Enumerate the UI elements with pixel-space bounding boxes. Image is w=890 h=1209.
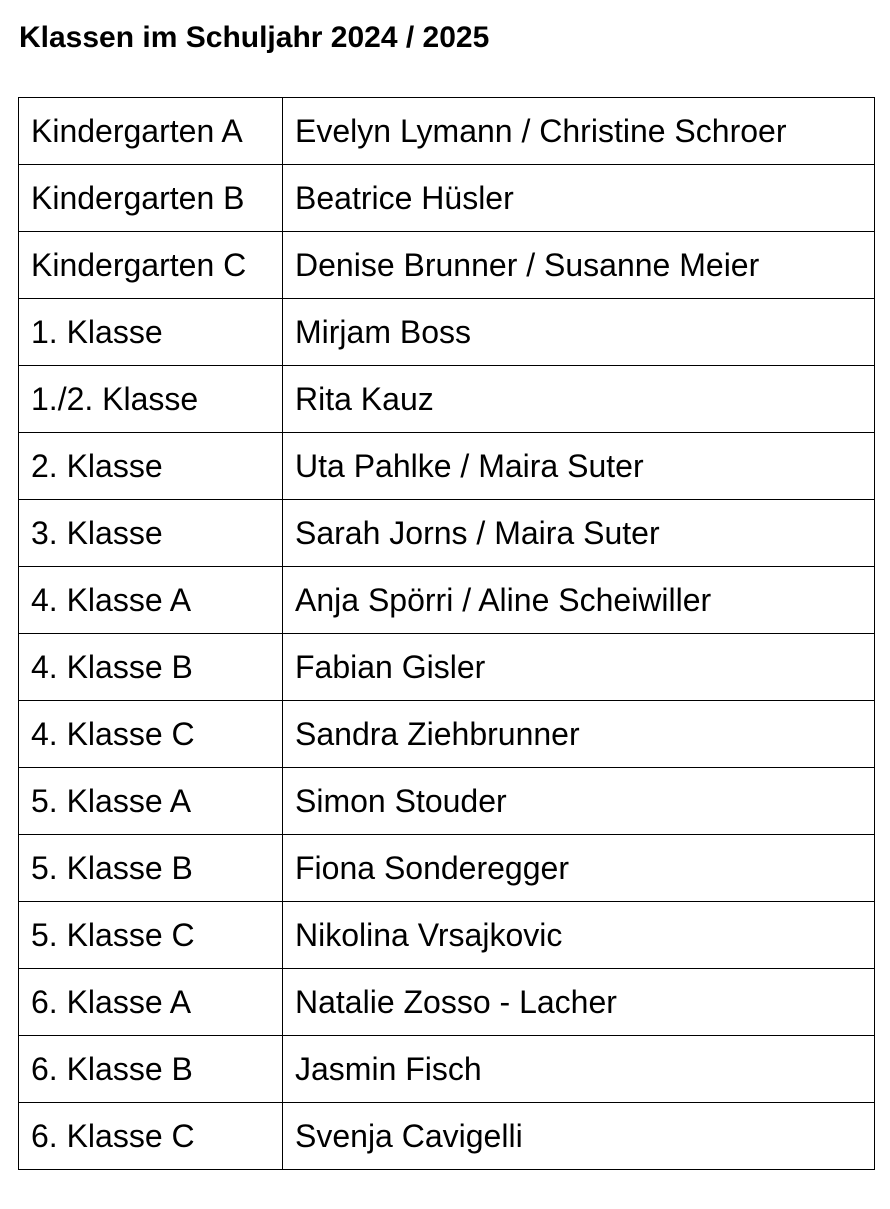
table-row: [19, 98, 875, 165]
class-name-cell: 5. Klasse B: [19, 835, 283, 902]
class-name-cell: Kindergarten B: [19, 165, 283, 232]
class-table: [18, 97, 875, 1170]
teacher-name-cell: Sarah Jorns / Maira Suter: [283, 500, 875, 567]
class-name-cell: Kindergarten C: [19, 232, 283, 299]
teacher-name-cell: Uta Pahlke / Maira Suter: [283, 433, 875, 500]
table-row: [19, 701, 875, 768]
class-name-cell: 6. Klasse C: [19, 1103, 283, 1170]
table-row: [19, 1036, 875, 1103]
class-name-cell: 3. Klasse: [19, 500, 283, 567]
table-row: [19, 165, 875, 232]
teacher-name-cell: Beatrice Hüsler: [283, 165, 875, 232]
table-row: [19, 232, 875, 299]
teacher-name-cell: Nikolina Vrsajkovic: [283, 902, 875, 969]
teacher-name-cell: Rita Kauz: [283, 366, 875, 433]
class-name-cell: 5. Klasse A: [19, 768, 283, 835]
teacher-name-cell: Natalie Zosso - Lacher: [283, 969, 875, 1036]
class-name-cell: 1. Klasse: [19, 299, 283, 366]
teacher-name-cell: Jasmin Fisch: [283, 1036, 875, 1103]
class-name-cell: 5. Klasse C: [19, 902, 283, 969]
table-row: [19, 1103, 875, 1170]
teacher-name-cell: Sandra Ziehbrunner: [283, 701, 875, 768]
class-name-cell: 4. Klasse B: [19, 634, 283, 701]
class-name-cell: 6. Klasse B: [19, 1036, 283, 1103]
teacher-name-cell: Simon Stouder: [283, 768, 875, 835]
class-name-cell: 2. Klasse: [19, 433, 283, 500]
table-row: [19, 433, 875, 500]
class-name-cell: 4. Klasse C: [19, 701, 283, 768]
class-name-cell: 1./2. Klasse: [19, 366, 283, 433]
table-row: [19, 969, 875, 1036]
table-row: [19, 567, 875, 634]
teacher-name-cell: Denise Brunner / Susanne Meier: [283, 232, 875, 299]
table-row: [19, 634, 875, 701]
class-table-body: [19, 98, 875, 1170]
class-name-cell: 4. Klasse A: [19, 567, 283, 634]
table-row: [19, 299, 875, 366]
page-title: Klassen im Schuljahr 2024 / 2025: [19, 21, 490, 54]
table-row: [19, 366, 875, 433]
class-name-cell: Kindergarten A: [19, 98, 283, 165]
table-row: [19, 500, 875, 567]
table-row: [19, 835, 875, 902]
table-row: [19, 768, 875, 835]
teacher-name-cell: Evelyn Lymann / Christine Schroer: [283, 98, 875, 165]
teacher-name-cell: Fiona Sonderegger: [283, 835, 875, 902]
table-row: [19, 902, 875, 969]
teacher-name-cell: Anja Spörri / Aline Scheiwiller: [283, 567, 875, 634]
teacher-name-cell: Svenja Cavigelli: [283, 1103, 875, 1170]
class-name-cell: 6. Klasse A: [19, 969, 283, 1036]
teacher-name-cell: Mirjam Boss: [283, 299, 875, 366]
teacher-name-cell: Fabian Gisler: [283, 634, 875, 701]
